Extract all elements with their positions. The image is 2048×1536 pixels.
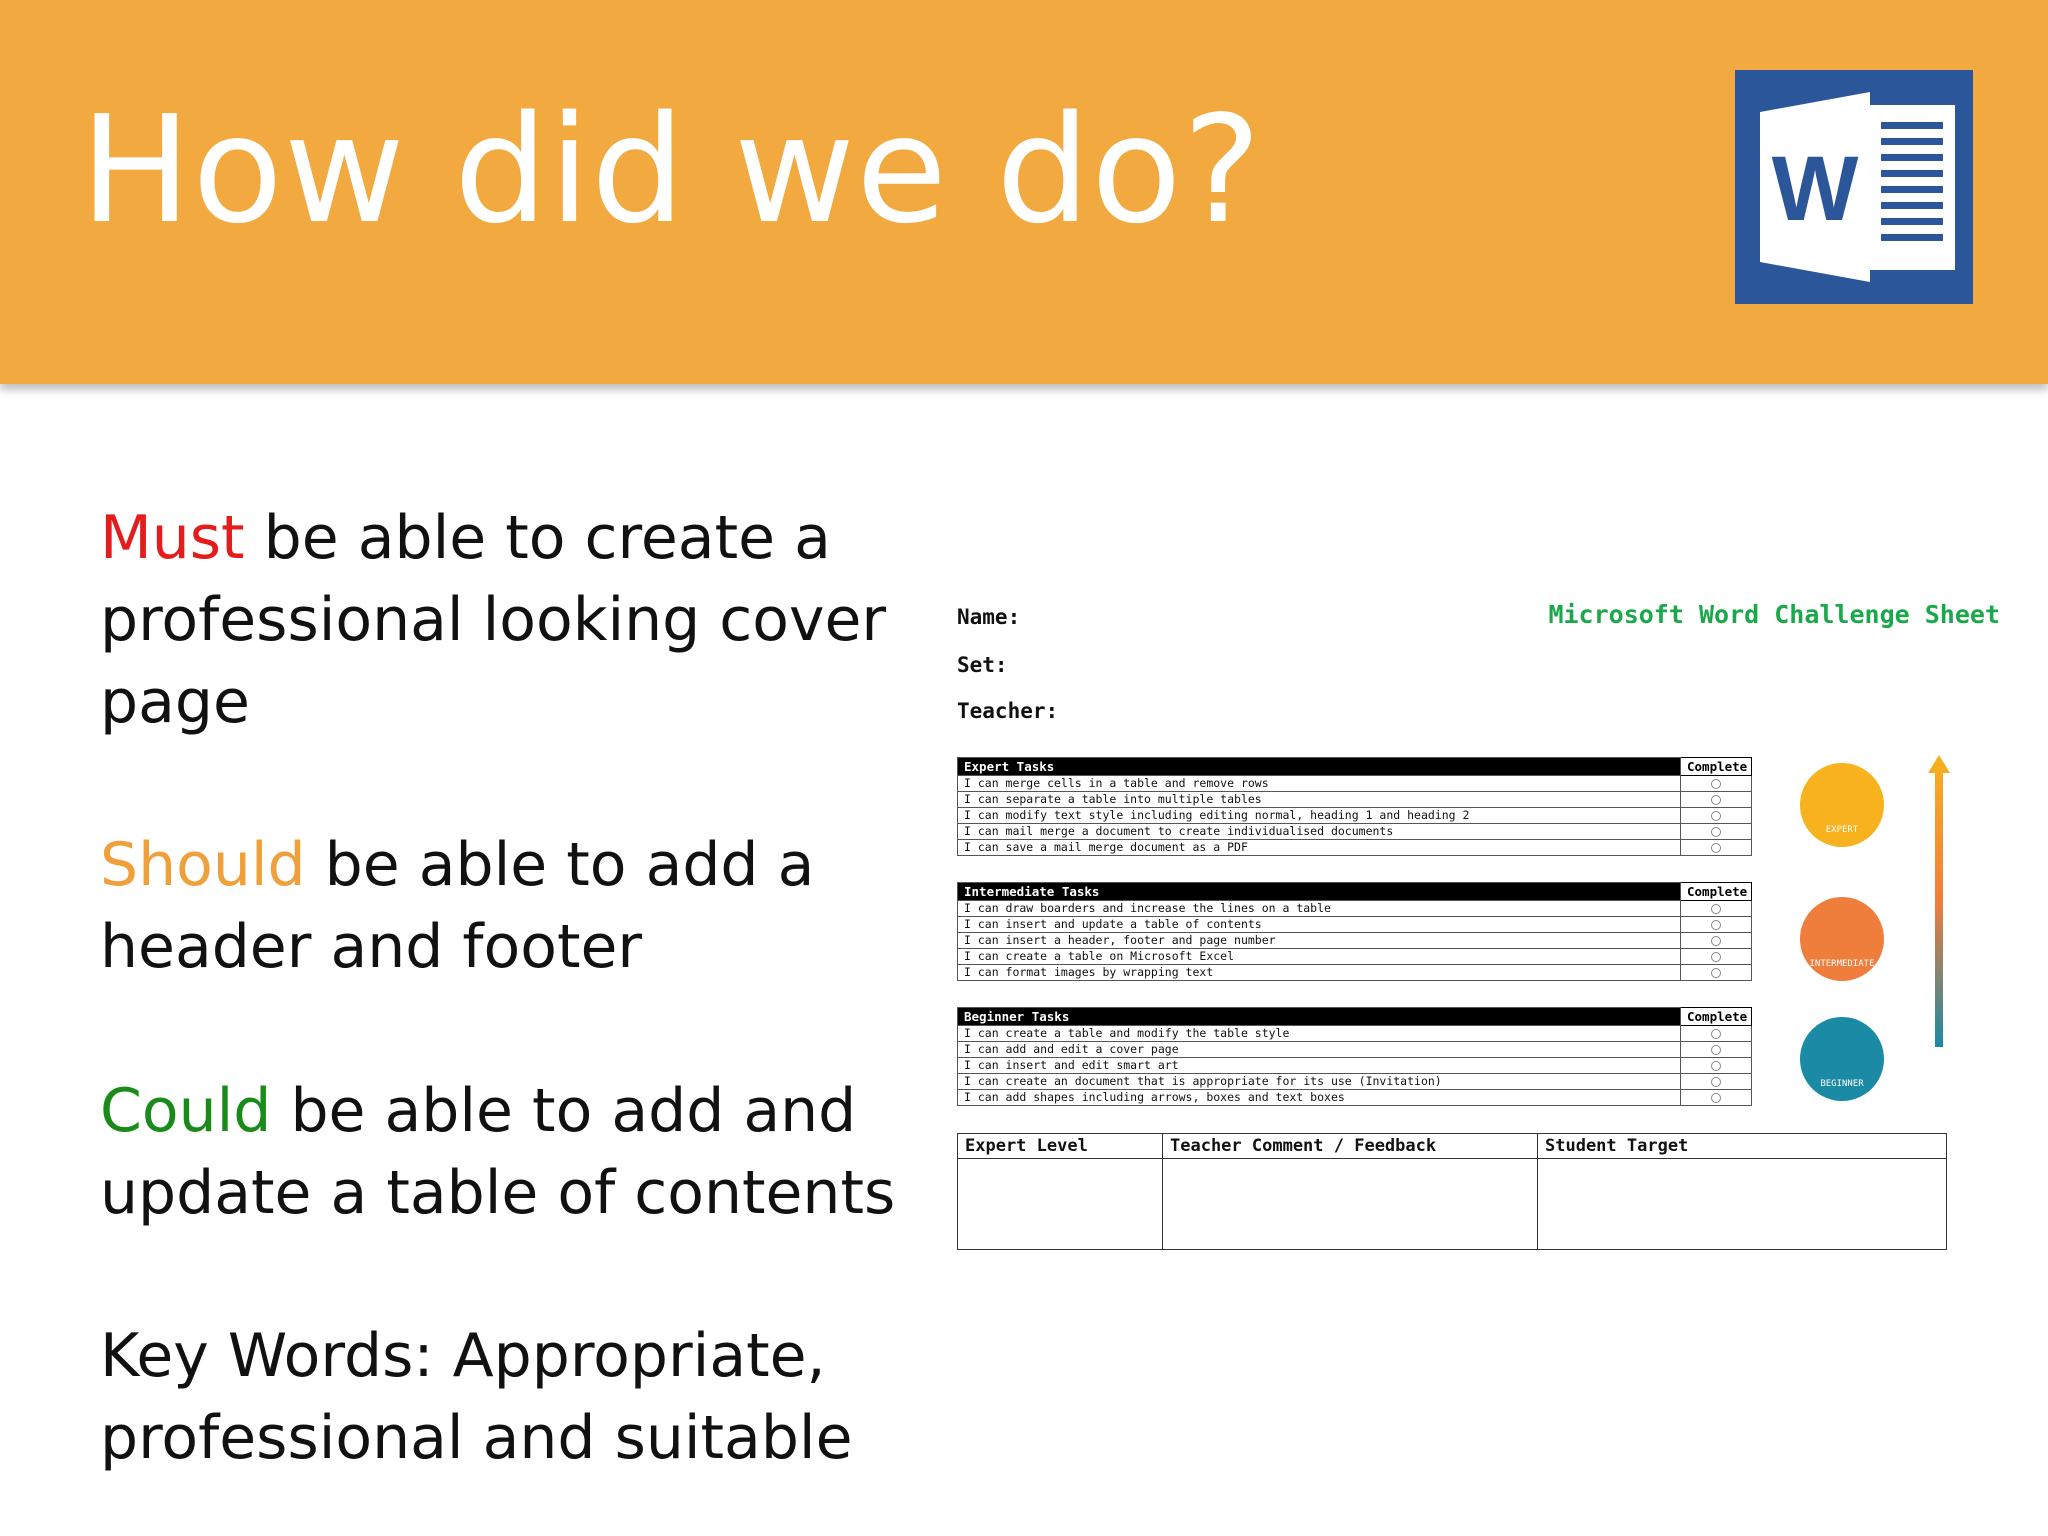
complete-checkbox[interactable] — [1711, 795, 1721, 805]
task-text: I can insert and edit smart art — [958, 1058, 1681, 1074]
complete-checkbox[interactable] — [1711, 968, 1721, 978]
complete-checkbox[interactable] — [1711, 936, 1721, 946]
table-row — [958, 1058, 1752, 1074]
task-text: I can create a table and modify the table style — [958, 1026, 1681, 1042]
table-row — [958, 965, 1752, 981]
complete-header: Complete — [1681, 758, 1752, 776]
table-row — [958, 1090, 1752, 1106]
complete-checkbox[interactable] — [1711, 952, 1721, 962]
should-text-line1: be able to add a — [305, 830, 815, 900]
table-row — [958, 840, 1752, 856]
task-text: I can add shapes including arrows, boxes and text boxes — [958, 1090, 1681, 1106]
task-text: I can insert a header, footer and page number — [958, 933, 1681, 949]
table-row — [958, 776, 1752, 792]
must-text-line1: be able to create a — [244, 503, 831, 573]
logo-letter: W — [1771, 138, 1859, 240]
progress-arrow-icon — [1928, 755, 1950, 1047]
table-row — [958, 933, 1752, 949]
could-text-line2: update a table of contents — [100, 1158, 896, 1228]
task-text: I can save a mail merge document as a PDF — [958, 840, 1681, 856]
complete-checkbox[interactable] — [1711, 920, 1721, 930]
complete-checkbox[interactable] — [1711, 827, 1721, 837]
teacher-label: Teacher: — [957, 699, 1059, 723]
title-banner — [0, 0, 2048, 384]
complete-checkbox[interactable] — [1711, 1061, 1721, 1071]
teacher-comment-cell[interactable] — [1163, 1159, 1538, 1250]
key-words-line1: Key Words: Appropriate, — [100, 1321, 826, 1391]
table-row — [958, 949, 1752, 965]
challenge-sheet — [945, 585, 2010, 1315]
table-row — [958, 917, 1752, 933]
name-label: Name: — [957, 605, 1021, 629]
badge-label: INTERMEDIATE — [1809, 959, 1875, 969]
complete-checkbox[interactable] — [1711, 1045, 1721, 1055]
beginner-tasks-table — [957, 1007, 1752, 1106]
table-row — [958, 808, 1752, 824]
complete-checkbox[interactable] — [1711, 811, 1721, 821]
expert-tasks-table — [957, 757, 1752, 856]
complete-checkbox[interactable] — [1711, 1093, 1721, 1103]
complete-checkbox[interactable] — [1711, 1029, 1721, 1039]
badge-label: EXPERT — [1825, 825, 1859, 835]
could-statement — [100, 1070, 895, 1234]
task-text: I can separate a table into multiple tables — [958, 792, 1681, 808]
must-text-line2: professional looking cover — [100, 585, 887, 655]
evaluation-table — [957, 1133, 1947, 1250]
intermediate-badge — [1798, 897, 1886, 969]
student-target-cell[interactable] — [1538, 1159, 1947, 1250]
sheet-title: Microsoft Word Challenge Sheet — [1548, 600, 2000, 629]
complete-checkbox[interactable] — [1711, 779, 1721, 789]
task-text: I can create a table on Microsoft Excel — [958, 949, 1681, 965]
complete-header: Complete — [1681, 1008, 1752, 1026]
student-target-header: Student Target — [1538, 1134, 1947, 1159]
section-heading: Expert Tasks — [958, 758, 1681, 776]
could-keyword: Could — [100, 1076, 272, 1146]
table-row — [958, 1074, 1752, 1090]
badge-label: BEGINNER — [1820, 1079, 1864, 1089]
could-text-line1: be able to add and — [271, 1076, 857, 1146]
should-keyword: Should — [100, 830, 306, 900]
complete-header: Complete — [1681, 883, 1752, 901]
complete-checkbox[interactable] — [1711, 904, 1721, 914]
teacher-comment-header: Teacher Comment / Feedback — [1163, 1134, 1538, 1159]
must-text-line3: page — [100, 667, 250, 737]
expert-level-cell[interactable] — [958, 1159, 1163, 1250]
microsoft-word-icon — [1735, 70, 1973, 304]
table-row — [958, 824, 1752, 840]
set-label: Set: — [957, 653, 1008, 677]
table-row — [958, 792, 1752, 808]
expert-level-header: Expert Level — [958, 1134, 1163, 1159]
must-statement — [100, 497, 886, 743]
key-words — [100, 1315, 853, 1479]
key-words-line2: professional and suitable — [100, 1403, 853, 1473]
task-text: I can modify text style including editing normal, heading 1 and heading 2 — [958, 808, 1681, 824]
task-text: I can merge cells in a table and remove rows — [958, 776, 1681, 792]
section-heading: Intermediate Tasks — [958, 883, 1681, 901]
must-keyword: Must — [100, 503, 245, 573]
complete-checkbox[interactable] — [1711, 1077, 1721, 1087]
slide-title: How did we do? — [80, 84, 1263, 256]
beginner-badge — [1798, 1017, 1886, 1089]
task-text: I can create an document that is appropriate for its use (Invitation) — [958, 1074, 1681, 1090]
task-text: I can add and edit a cover page — [958, 1042, 1681, 1058]
section-heading: Beginner Tasks — [958, 1008, 1681, 1026]
task-text: I can draw boarders and increase the lines on a table — [958, 901, 1681, 917]
task-text: I can format images by wrapping text — [958, 965, 1681, 981]
task-text: I can mail merge a document to create individualised documents — [958, 824, 1681, 840]
intermediate-tasks-table — [957, 882, 1752, 981]
expert-badge — [1798, 763, 1886, 835]
should-text-line2: header and footer — [100, 912, 643, 982]
table-row — [958, 901, 1752, 917]
table-row — [958, 1042, 1752, 1058]
task-text: I can insert and update a table of contents — [958, 917, 1681, 933]
complete-checkbox[interactable] — [1711, 843, 1721, 853]
table-row — [958, 1026, 1752, 1042]
should-statement — [100, 824, 814, 988]
